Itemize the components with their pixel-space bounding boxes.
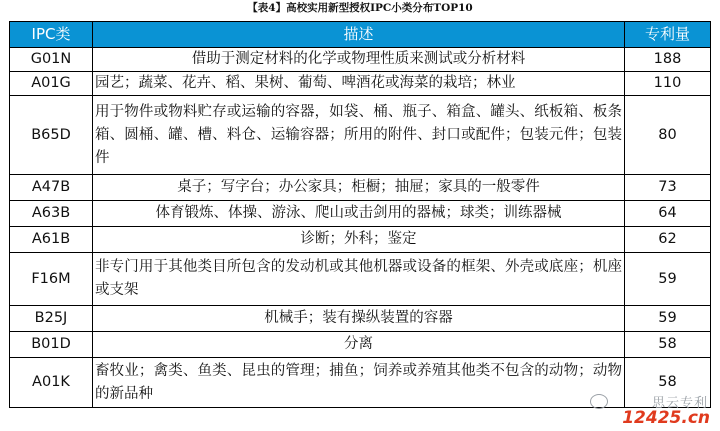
cell-description: 畜牧业；禽类、鱼类、昆虫的管理；捕鱼；饲养或养殖其他类不包含的动物；动物的新品种: [93, 358, 625, 408]
cell-count: 59: [625, 306, 711, 332]
cell-ipc: A61B: [10, 227, 93, 253]
watermark-site: 12425.cn: [622, 408, 710, 428]
header-count: 专利量: [625, 22, 711, 48]
cell-count: 64: [625, 201, 711, 227]
cell-description: 借助于测定材料的化学或物理性质来测试或分析材料: [93, 48, 625, 72]
cell-description: 诊断；外科；鉴定: [93, 227, 625, 253]
cell-count: 73: [625, 175, 711, 201]
header-ipc: IPC类: [10, 22, 93, 48]
cell-description: 桌子；写字台；办公家具；柜橱；抽屉；家具的一般零件: [93, 175, 625, 201]
cell-description: 非专门用于其他类目所包含的发动机或其他机器或设备的框架、外壳或底座；机座或支架: [93, 253, 625, 306]
cell-description: 用于物件或物料贮存或运输的容器，如袋、桶、瓶子、箱盒、罐头、纸板箱、板条箱、圆桶、罐、槽、料仓、运输容器；所用的附件、封口或配件；包装元件；包装件: [93, 96, 625, 175]
cell-description: 机械手；装有操纵装置的容器: [93, 306, 625, 332]
cell-count: 58: [625, 332, 711, 358]
watermark-account: 思云专利: [651, 396, 708, 411]
cell-ipc: A63B: [10, 201, 93, 227]
header-description: 描述: [93, 22, 625, 48]
table-row: [10, 253, 711, 306]
cell-ipc: G01N: [10, 48, 93, 72]
table-row: [10, 306, 711, 332]
cell-ipc: A01G: [10, 72, 93, 96]
cell-count: 80: [625, 96, 711, 175]
table-header-row: [10, 22, 711, 48]
table-row: [10, 227, 711, 253]
table-caption: 【表4】高校实用新型授权IPC小类分布TOP10: [247, 2, 473, 14]
cell-count: 62: [625, 227, 711, 253]
cell-description: 体育锻炼、体操、游泳、爬山或击剑用的器械；球类；训练器械: [93, 201, 625, 227]
table-row: [10, 332, 711, 358]
cell-count: 59: [625, 253, 711, 306]
cell-ipc: A01K: [10, 358, 93, 408]
table-row: [10, 96, 711, 175]
cell-ipc: F16M: [10, 253, 93, 306]
table-row: [10, 358, 711, 408]
cell-ipc: B65D: [10, 96, 93, 175]
table-row: [10, 175, 711, 201]
cell-ipc: A47B: [10, 175, 93, 201]
cell-count: 110: [625, 72, 711, 96]
cell-count: 58: [625, 358, 711, 408]
ipc-top10-table: [9, 21, 711, 408]
cell-description: 分离: [93, 332, 625, 358]
cell-count: 188: [625, 48, 711, 72]
table-row: [10, 201, 711, 227]
cell-description: 园艺；蔬菜、花卉、稻、果树、葡萄、啤酒花或海菜的栽培；林业: [93, 72, 625, 96]
cell-ipc: B25J: [10, 306, 93, 332]
table-row: [10, 72, 711, 96]
cell-ipc: B01D: [10, 332, 93, 358]
table-row: [10, 48, 711, 72]
